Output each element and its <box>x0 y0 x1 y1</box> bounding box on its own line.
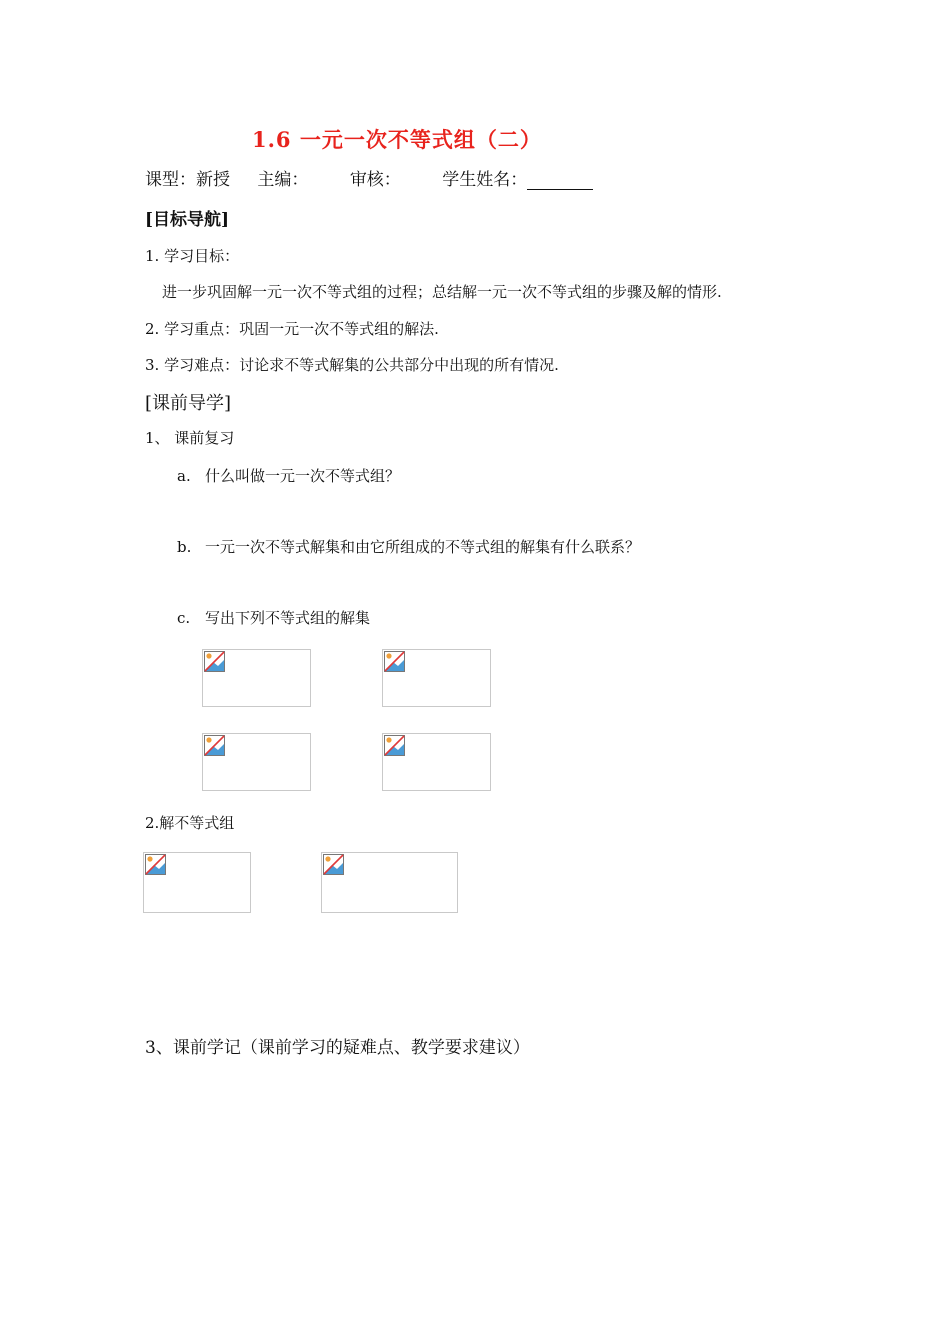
question-c-letter: c. <box>177 609 191 627</box>
inequality-image-3 <box>202 733 311 791</box>
section-goals: [目标导航] <box>145 210 230 230</box>
student-name-blank <box>527 173 593 190</box>
broken-image-icon <box>204 651 225 672</box>
broken-image-icon <box>145 854 166 875</box>
goal-2: 2. 学习重点：巩固一元一次不等式组的解法. <box>145 320 439 338</box>
broken-image-icon <box>323 854 344 875</box>
reviewer-label: 审核： <box>349 170 401 190</box>
page-title: 1.6 一元一次不等式组（二） <box>252 127 542 152</box>
question-c <box>177 607 370 628</box>
solve-heading: 2.解不等式组 <box>145 814 235 832</box>
system-image-1 <box>143 852 251 913</box>
question-a-letter: a. <box>177 467 191 485</box>
lesson-type: 课型：新授 <box>145 170 230 190</box>
section-preview: [课前导学] <box>145 393 232 414</box>
review-heading: 1、 课前复习 <box>145 429 235 447</box>
question-b-letter: b. <box>177 538 192 556</box>
system-image-2 <box>321 852 458 913</box>
inequality-image-4 <box>382 733 491 791</box>
question-b <box>177 536 640 557</box>
editor-label: 主编： <box>257 170 309 190</box>
goal-1-text: 进一步巩固解一元一次不等式组的过程；总结解一元一次不等式组的步骤及解的情形. <box>162 283 722 301</box>
broken-image-icon <box>384 651 405 672</box>
broken-image-icon <box>204 735 225 756</box>
question-a <box>177 465 400 486</box>
broken-image-icon <box>384 735 405 756</box>
goal-3: 3. 学习难点：讨论求不等式解集的公共部分中出现的所有情况. <box>145 356 559 374</box>
lesson-meta <box>145 165 615 190</box>
question-c-text: 写出下列不等式组的解集 <box>205 609 371 627</box>
inequality-image-2 <box>382 649 491 707</box>
student-name-label: 学生姓名： <box>442 170 528 190</box>
notes-heading: 3、课前学记（课前学习的疑难点、教学要求建议） <box>145 1038 530 1058</box>
question-b-text: 一元一次不等式解集和由它所组成的不等式组的解集有什么联系？ <box>205 538 641 556</box>
goal-1-label: 1. 学习目标： <box>145 247 240 265</box>
inequality-image-1 <box>202 649 311 707</box>
question-a-text: 什么叫做一元一次不等式组？ <box>205 467 401 485</box>
